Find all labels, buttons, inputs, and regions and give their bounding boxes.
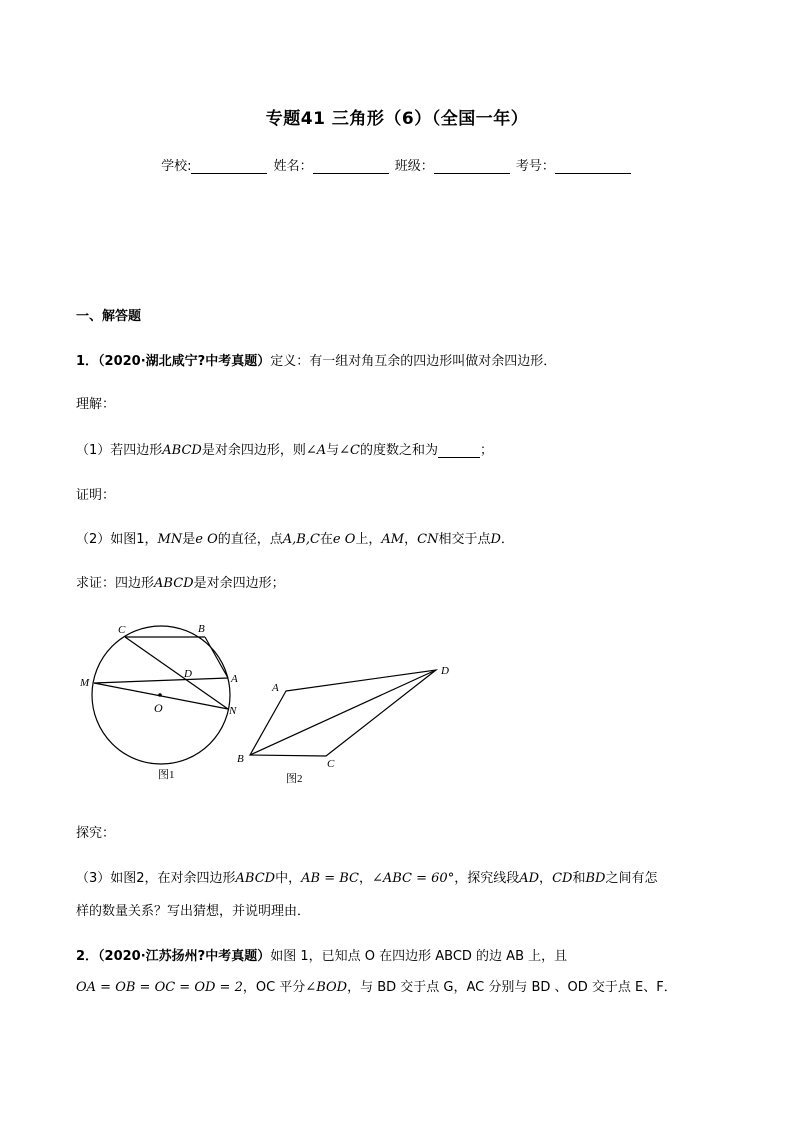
- label-a: A: [272, 682, 279, 694]
- math: e O: [195, 532, 218, 547]
- figure-2-quadrilateral-diagram: [232, 660, 462, 790]
- label-c: C: [118, 624, 126, 636]
- text: 求证：四边形: [76, 576, 155, 591]
- math: AM: [381, 532, 405, 547]
- text: 的度数之和为: [360, 443, 439, 458]
- label-d: D: [441, 665, 449, 677]
- math: ∠ABC = 60°: [371, 871, 455, 886]
- q1-intro: [76, 350, 556, 369]
- understand-label: 理解：: [76, 397, 116, 412]
- text: ，与 BD 交于点 G，AC 分别与 BD 、OD 交于点 E、F．: [347, 980, 677, 995]
- figure-1-caption: 图1: [158, 769, 175, 781]
- segment-ma: [94, 678, 228, 683]
- q1-source: （2020·湖北咸宁?中考真题）: [98, 354, 271, 369]
- math: OA = OB = OC = OD = 2: [76, 980, 243, 995]
- label-c: C: [327, 758, 335, 770]
- q2-number: 2．: [76, 949, 99, 964]
- math: D: [490, 532, 501, 547]
- figure-1-circle-diagram: [78, 615, 258, 795]
- q2-line1: [76, 945, 567, 964]
- text: 是对余四边形；: [193, 576, 285, 591]
- math: CN: [417, 532, 439, 547]
- math: ABCD: [162, 443, 202, 458]
- text: （2）如图1，: [76, 532, 158, 547]
- q1-number: 1．: [76, 354, 99, 369]
- text: 和: [572, 871, 586, 886]
- segment-cn: [125, 637, 228, 709]
- math: ABCD: [235, 871, 276, 886]
- exam-number-label: 考号：: [515, 159, 555, 174]
- math: ∠BOD: [305, 980, 348, 995]
- math: MN: [157, 532, 183, 547]
- text: ，探究线段: [454, 871, 520, 886]
- student-info-line: [0, 155, 794, 174]
- school-label: 学校:: [161, 159, 192, 174]
- text: 与: [326, 443, 340, 458]
- math: AB = BC: [301, 871, 359, 886]
- q1-definition: 定义：有一组对角互余的四边形叫做对余四边形．: [270, 354, 557, 369]
- text: 是: [182, 532, 196, 547]
- text: ；: [480, 443, 494, 458]
- explore-label: 探究：: [76, 826, 116, 841]
- math: CD: [552, 871, 573, 886]
- text: ，: [358, 871, 372, 886]
- label-b: B: [198, 623, 205, 635]
- label-m: M: [80, 677, 90, 689]
- prove-label: 证明：: [76, 488, 116, 503]
- text: ．: [500, 532, 514, 547]
- text: （3）如图2，在对余四边形: [76, 871, 236, 886]
- q1-part1: [76, 439, 493, 458]
- text: 中，: [275, 871, 302, 886]
- label-b: B: [237, 753, 244, 765]
- text: （1）若四边形: [76, 443, 163, 458]
- page-title: 专题41 三角形（6）（全国一年）: [265, 109, 529, 129]
- label-n: N: [229, 705, 237, 717]
- answer-blank[interactable]: [438, 444, 480, 458]
- q1-part3-line1: [76, 867, 657, 886]
- q2-text: 如图 1，已知点 O 在四边形 ABCD 的边 AB 上，且: [270, 949, 568, 964]
- math: ∠C: [339, 443, 360, 458]
- class-label: 班级：: [394, 159, 434, 174]
- class-blank: [434, 159, 510, 174]
- q2-source: （2020·江苏扬州?中考真题）: [98, 949, 271, 964]
- text: 的直径，点: [217, 532, 283, 547]
- section-title: 一、解答题: [76, 309, 142, 324]
- segment-ba: [205, 637, 228, 678]
- text: 相交于点: [438, 532, 491, 547]
- figure-2-caption: 图2: [286, 773, 303, 785]
- math: AD: [519, 871, 540, 886]
- text: 上，: [355, 532, 382, 547]
- q2-line2: [76, 976, 677, 995]
- math: BD: [585, 871, 606, 886]
- exam-number-blank: [555, 159, 631, 174]
- text: ，: [404, 532, 418, 547]
- math: A,B,C: [282, 532, 320, 547]
- math: ABCD: [154, 576, 194, 591]
- math: ∠A: [305, 443, 327, 458]
- text: 在: [319, 532, 333, 547]
- name-blank: [313, 159, 389, 174]
- label-d: D: [184, 668, 192, 680]
- center-point-o: [158, 693, 162, 697]
- q1-part3-line2: 样的数量关系？写出猜想，并说明理由．: [76, 904, 311, 919]
- label-o: O: [154, 701, 163, 715]
- q1-requirement: [76, 572, 285, 591]
- text: ，: [539, 871, 553, 886]
- text: 之间有怎: [605, 871, 658, 886]
- label-a: A: [231, 673, 238, 685]
- school-blank: [191, 159, 267, 174]
- math: e O: [332, 532, 356, 547]
- name-label: 姓名：: [273, 159, 313, 174]
- text: 是对余四边形，则: [201, 443, 306, 458]
- q1-part2: [76, 528, 514, 547]
- text: ，OC 平分: [242, 980, 306, 995]
